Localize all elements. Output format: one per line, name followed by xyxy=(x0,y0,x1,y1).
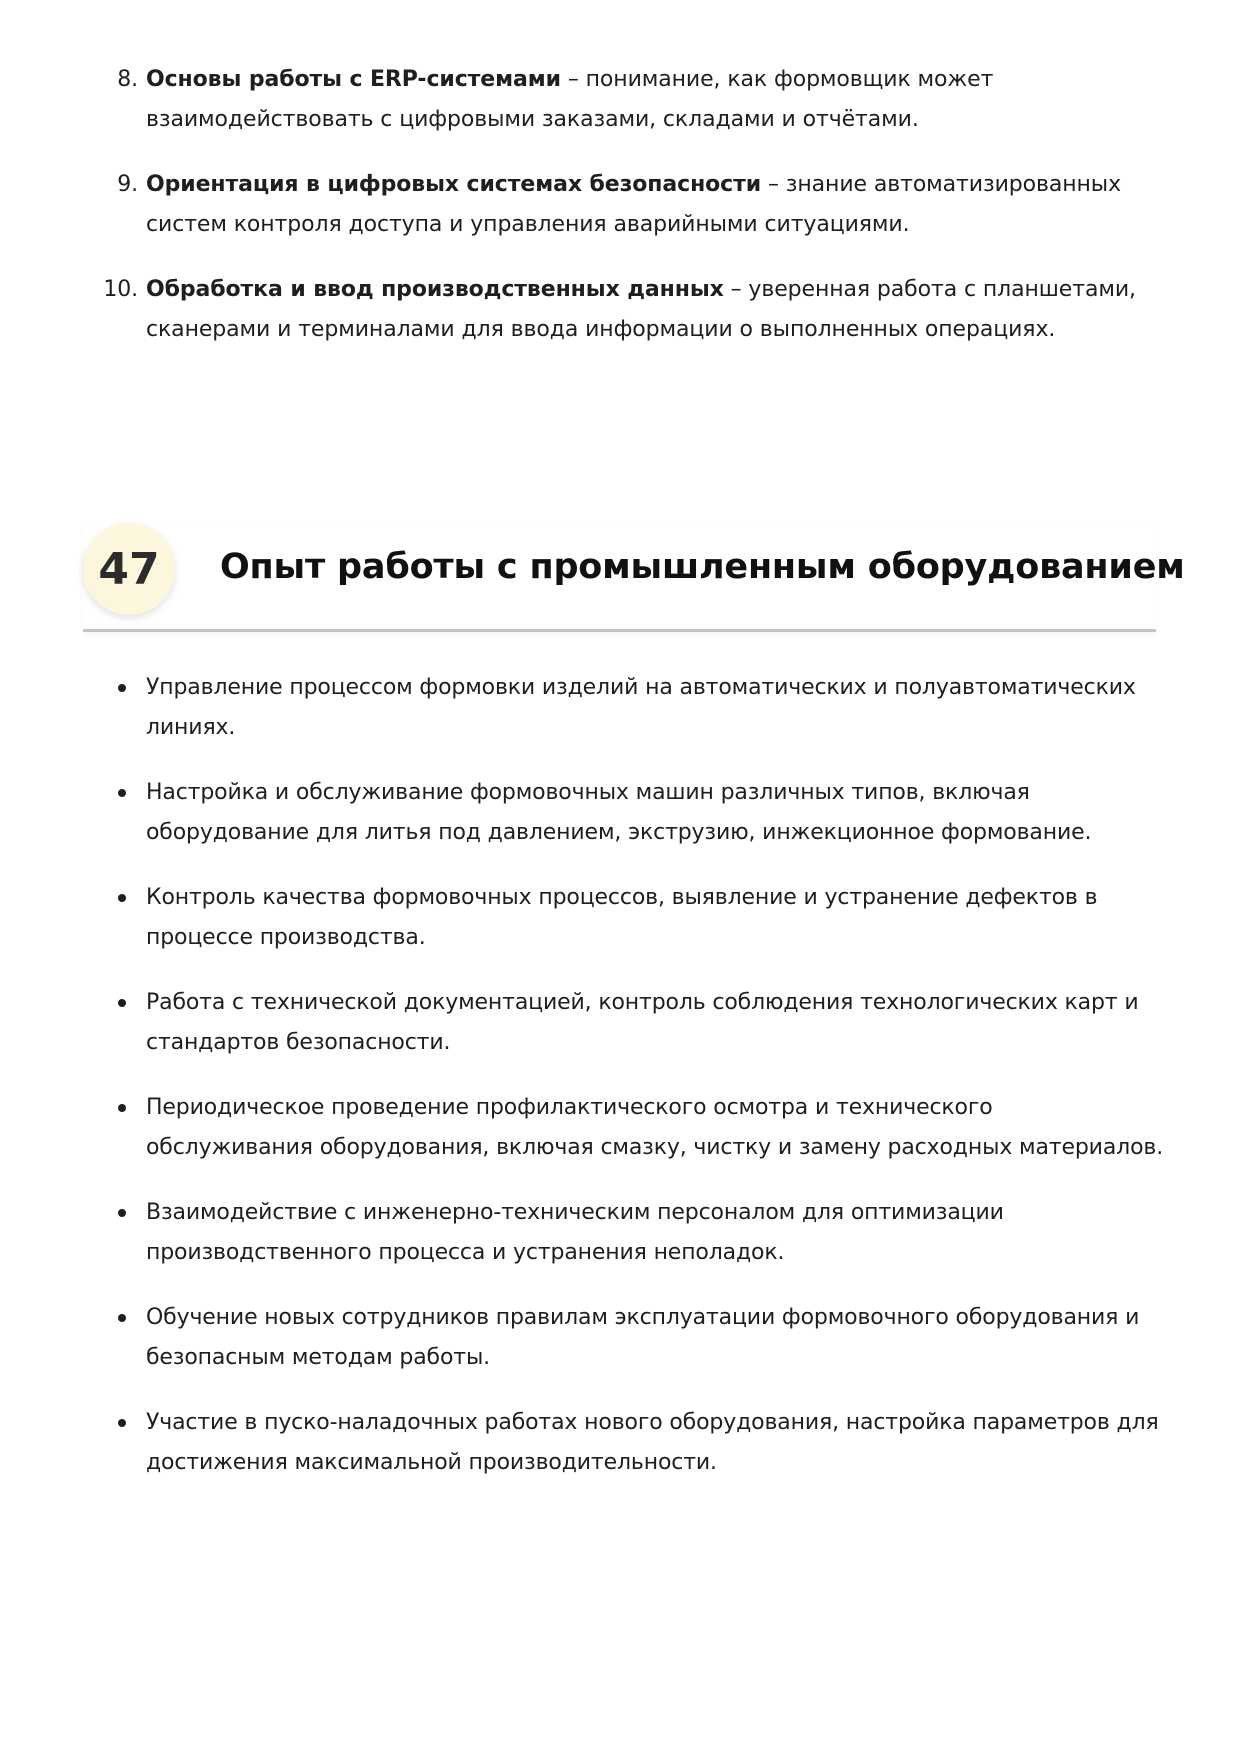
item-number: 9. xyxy=(117,172,138,197)
section-number-badge xyxy=(83,523,175,615)
item-term: Обработка и ввод производственных данных xyxy=(146,277,724,302)
bullet-dot-icon xyxy=(118,1314,126,1322)
bullet-list-item xyxy=(0,1403,1166,1483)
bullet-text: Контроль качества формовочных процессов, выявление и устранение дефектов в процессе производства. xyxy=(146,885,1098,950)
section-header xyxy=(83,523,1185,632)
item-number: 10. xyxy=(103,277,138,302)
bullet-list-item xyxy=(0,668,1166,748)
bullet-dot-icon xyxy=(118,684,126,692)
numbered-list-item xyxy=(0,60,1156,140)
bullet-text: Работа с технической документацией, контроль соблюдения технологических карт и стандартов безопасности. xyxy=(146,990,1139,1055)
numbered-list-item xyxy=(0,165,1156,245)
section-title: Опыт работы с промышленным оборудованием xyxy=(220,547,1185,587)
item-description: – понимание, как формовщик может взаимодействовать с цифровыми заказами, складами и отчётами. xyxy=(146,67,994,132)
item-term: Основы работы с ERP-системами xyxy=(146,67,561,92)
bullet-text: Участие в пуско-наладочных работах нового оборудования, настройка параметров для достижения максимальной производительности. xyxy=(146,1410,1159,1475)
bullet-dot-icon xyxy=(118,1419,126,1427)
section-number: 47 xyxy=(98,543,160,595)
bullet-dot-icon xyxy=(118,894,126,902)
bullet-text: Настройка и обслуживание формовочных машин различных типов, включая оборудование для литья под давлением, экструзию, инжекционное формование. xyxy=(146,780,1092,845)
bullet-list-item xyxy=(0,1088,1166,1168)
bullet-list-item xyxy=(0,1298,1166,1378)
bullet-list-item xyxy=(0,878,1166,958)
bullet-list xyxy=(0,668,1239,1508)
bullet-text: Управление процессом формовки изделий на автоматических и полуавтоматических линиях. xyxy=(146,675,1136,740)
bullet-list-item xyxy=(0,983,1166,1063)
numbered-list xyxy=(0,60,1239,375)
bullet-dot-icon xyxy=(118,999,126,1007)
bullet-dot-icon xyxy=(118,1209,126,1217)
bullet-text: Обучение новых сотрудников правилам эксплуатации формовочного оборудования и безопасным методам работы. xyxy=(146,1305,1140,1370)
bullet-list-item xyxy=(0,1193,1166,1273)
bullet-text: Взаимодействие с инженерно-техническим персоналом для оптимизации производственного процесса и устранения неполадок. xyxy=(146,1200,1004,1265)
item-description: – уверенная работа с планшетами, сканерами и терминалами для ввода информации о выполненных операциях. xyxy=(146,277,1136,342)
item-number: 8. xyxy=(117,67,138,92)
item-description: – знание автоматизированных систем контроля доступа и управления аварийными ситуациями. xyxy=(146,172,1121,237)
bullet-list-item xyxy=(0,773,1166,853)
bullet-text: Периодическое проведение профилактического осмотра и технического обслуживания оборудования, включая смазку, чистку и замену расходных материалов. xyxy=(146,1095,1164,1160)
bullet-dot-icon xyxy=(118,1104,126,1112)
item-term: Ориентация в цифровых системах безопасности xyxy=(146,172,762,197)
bullet-dot-icon xyxy=(118,789,126,797)
numbered-list-item xyxy=(0,270,1156,350)
